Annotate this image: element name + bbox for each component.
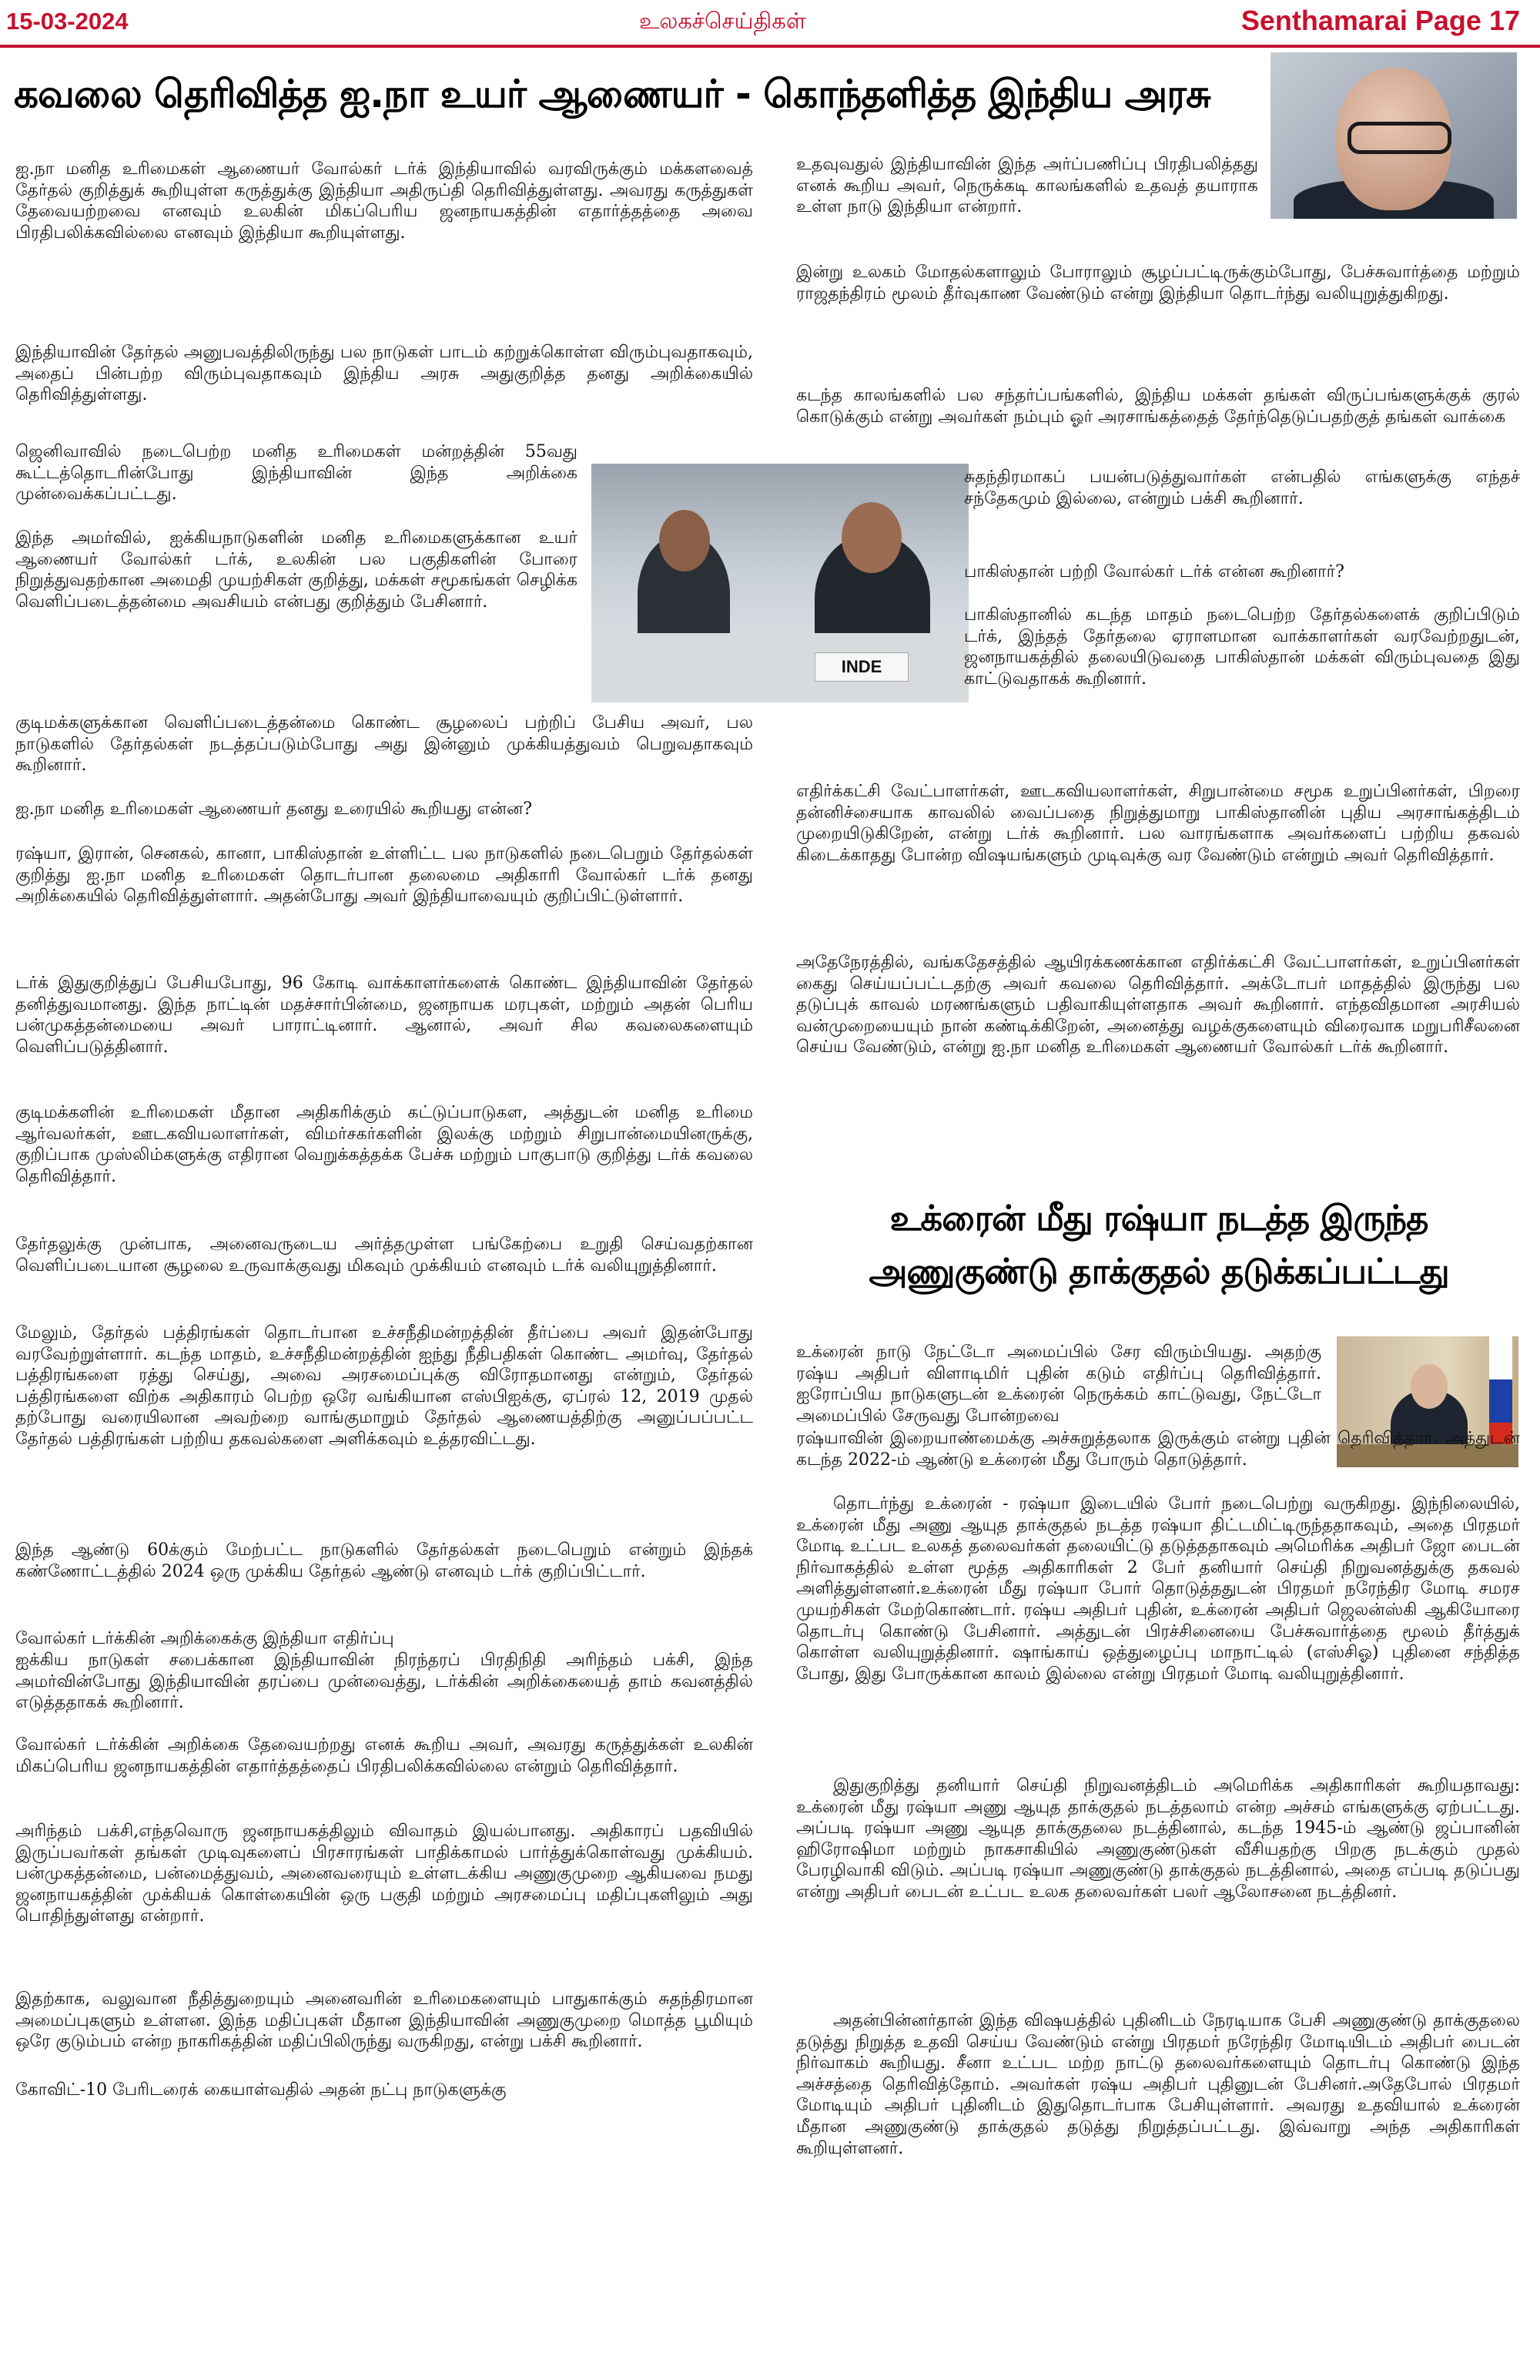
article1-paragraph: இன்று உலகம் மோதல்களாலும் போராலும் சூழப்பட்டிருக்கும்போது, பேச்சுவார்த்தை மற்றும் ராஜதந்திரம் மூலம் தீர்வுகாண வேண்டும் என்று இந்தியா தொடர்ந்து வலியுறுத்துகிறது.: [796, 263, 1520, 303]
article1-paragraph: பாகிஸ்தானில் கடந்த மாதம் நடைபெற்ற தேர்தல்களைக் குறிப்பிடும் டர்க், இந்தத் தேர்தலை ஏராளமான வாக்காளர்கள் வரவேற்றதுடன், ஜனநாயகத்தில் தலையிடுவதை பாகிஸ்தான் மக்கள் விரும்புவதை இது காட்டுவதாகக் கூறினார்.: [964, 605, 1520, 689]
article1-paragraph: தேர்தலுக்கு முன்பாக, அனைவருடைய அர்த்தமுள்ள பங்கேற்பை உறுதி செய்வதற்கான வெளிப்படையான சூழலை உருவாக்குவது மிகவும் முக்கியம் எனவும் டர்க் வலியுறுத்தினார்.: [15, 1235, 753, 1275]
article1-paragraph: ரஷ்யா, இரான், செனகல், கானா, பாகிஸ்தான் உள்ளிட்ட பல நாடுகளில் நடைபெறும் தேர்தல்கள் குறித்து ஐ.நா மனித உரிமைகள் தொடர்பான தலைமை அதிகாரி வோல்கர் டர்க் தனது அறிக்கையில் தெரிவித்துள்ளார். அதன்போது அவர் இந்தியாவையும் குறிப்பிட்டுள்ளார்.: [15, 844, 753, 907]
issue-date: 15-03-2024: [6, 8, 129, 35]
article2-paragraph: உக்ரைன் நாடு நேட்டோ அமைப்பில் சேர விரும்பியது. அதற்கு ரஷ்ய அதிபர் விளாடிமிர் புதின் கடும் எதிர்ப்பு தெரிவித்தார். ஐரோப்பிய நாடுகளுடன் உக்ரைன் நெருக்கம் காட்டுவது, நேட்டோ அமைப்பில் சேருவது போன்றவை: [796, 1343, 1321, 1426]
section-name: உலகச்செய்திகள்: [639, 8, 806, 34]
article1-paragraph: இதற்காக, வலுவான நீதித்துறையும் அனைவரின் உரிமைகளையும் பாதுகாக்கும் சுதந்திரமான அமைப்புகளும் உள்ளன. இந்த மதிப்புகள் மீதான இந்தியாவின் அணுகுமுறை மொத்த பூமியும் ஒரே குடும்பம் என்ற நாகரிகத்தின் மதிப்பிலிருந்து வருகிறது, என்று பக்சி கூறினார்.: [15, 1989, 753, 2052]
article1-paragraph: வோல்கர் டர்க்கின் அறிக்கை தேவையற்றது எனக் கூறிய அவர், அவரது கருத்துக்கள் உலகின் மிகப்பெரிய ஜனநாயகத்தின் எதார்த்தத்தைப் பிரதிபலிக்கவில்லை என்றும் தெரிவித்தார்.: [15, 1735, 753, 1776]
article1-paragraph: இந்தியாவின் தேர்தல் அனுபவத்திலிருந்து பல நாடுகள் பாடம் கற்றுக்கொள்ள விரும்புவதாகவும், அதைப் பின்பற்ற விரும்புவதாகவும் இந்திய அரசு அதுகுறித்த தனது அறிக்கையில் தெரிவித்துள்ளது.: [15, 343, 753, 405]
article1-paragraph: குடிமக்களின் உரிமைகள் மீதான அதிகரிக்கும் கட்டுப்பாடுகள, அத்துடன் மனித உரிமை ஆர்வலர்கள், ஊடகவியலாளர்கள், விமர்சகர்களின் இலக்கு மற்றும் சிறுபான்மையினருக்கு, குறிப்பாக முஸ்லிம்களுக்கு எதிரான வெறுக்கத்தக்க பேச்சு மற்றும் பாகுபாடு குறித்து டர்க் கவலை தெரிவித்தார்.: [15, 1103, 753, 1186]
unhrc-session-photo: [591, 464, 969, 702]
article1-paragraph: மேலும், தேர்தல் பத்திரங்கள் தொடர்பான உச்சநீதிமன்றத்தின் தீர்ப்பை அவர் இதன்போது வரவேற்றுள்ளார். கடந்த மாதம், உச்சநீதிமன்றத்தின் ஐந்து நீதிபதிகள் கொண்ட அமர்வு, தேர்தல் பத்திரங்களை ரத்து செய்து, அவை அரசமைப்புக்கு விரோதமானது என்றும், தேர்தல் பத்திரங்களை விற்க அதிகாரம் பெற்ற ஒரே வங்கியான எஸ்பிஐக்கு, ஏப்ரல் 12, 2019 முதல் தற்போது வரையிலான அவற்றை வாங்குமாறும் தேர்தல் ஆணையத்திற்கு அனுப்பப்பட்ட தேர்தல் பத்திரங்கள் பற்றிய தகவல்களை அளிக்கவும் உத்தரவிட்டது.: [15, 1323, 753, 1449]
article1-paragraph: டர்க் இதுகுறித்துப் பேசியபோது, 96 கோடி வாக்காளர்களைக் கொண்ட இந்தியாவின் தேர்தல் தனித்துவமானது. இந்த நாட்டின் மதச்சார்பின்மை, ஜனநாயக மரபுகள், மற்றும் அதன் பெரிய பன்முகத்தன்மையை அவர் பாராட்டினார். ஆனால், அவர் சில கவலைகளையும் வெளிப்படுத்தினார்.: [15, 974, 753, 1057]
article1-headline: கவலை தெரிவித்த ஐ.நா உயர் ஆணையர் - கொந்தளித்த இந்திய அரசு: [14, 72, 1210, 116]
article1-subheading: வோல்கர் டர்க்கின் அறிக்கைக்கு இந்தியா எதிர்ப்பு: [15, 1629, 394, 1648]
article1-paragraph: சுதந்திரமாகப் பயன்படுத்துவார்கள் என்பதில் எங்களுக்கு எந்தச் சந்தேகமும் இல்லை, என்றும் பக்சி கூறினார்.: [964, 468, 1520, 508]
article2-paragraph: தொடர்ந்து உக்ரைன் - ரஷ்யா இடையில் போர் நடைபெற்று வருகிறது. இந்நிலையில், உக்ரைன் மீது அணு ஆயுத தாக்குதல் நடத்த ரஷ்யா திட்டமிட்டிருந்ததாகவும், அதை பிரதமர் மோடி உட்பட உலகத் தலைவர்கள் தலையிட்டு தடுத்ததாகவும் அமெரிக்க அதிபர் ஜோ பைடன் நிர்வாகத்தில் உள்ள மூத்த அதிகாரிகள் 2 பேர் தனியார் செய்தி நிறுவனத்துக்கு தகவல் அளித்துள்ளனர்.உக்ரைன் மீது ரஷ்யா போர் தொடுத்ததுடன் பிரதமர் நரேந்திர மோடி சமரச முயற்சிகள் மேற்கொண்டார். ரஷ்ய அதிபர் புதின், உக்ரைன் அதிபர் ஜெலன்ஸ்கி ஆகியோரை தொடர்பு கொண்டு பேசினார். அத்துடன் பிரச்சினையை பேச்சுவார்த்தை மூலம் தீர்த்துக் கொள்ள வலியுறுத்தினார். ஷாங்காய் ஒத்துழைப்பு மாநாட்டில் (எஸ்சிஓ) புதினை சந்தித்த போது, இது போருக்கான காலம் இல்லை என்று பிரதமர் மோடி வலியுறுத்தினார்.: [796, 1494, 1520, 1684]
article1-paragraph: அரிந்தம் பக்சி,எந்தவொரு ஜனநாயகத்திலும் விவாதம் இயல்பானது. அதிகாரப் பதவியில் இருப்பவர்கள் தங்கள் முடிவுகளைப் பிரசாரங்கள் பாதிக்காமல் பார்த்துக்கொள்வது முக்கியம். பன்முகத்தன்மை, பன்மைத்துவம், அனைவரையும் உள்ளடக்கிய அணுகுமுறை ஆகியவை நமது ஜனநாயகத்தின் முக்கியக் கொள்கையின் ஒரு பகுதி மற்றும் அரசமைப்பு மதிப்புகளிலும் அது பொதிந்துள்ளது என்றார்.: [15, 1822, 753, 1926]
article1-paragraph: கடந்த காலங்களில் பல சந்தர்ப்பங்களில், இந்திய மக்கள் தங்கள் விருப்பங்களுக்குக் குரல் கொடுக்கும் என்று அவர்கள் நம்பும் ஓர் அரசாங்கத்தைத் தேர்ந்தெடுப்பதற்குத் தங்கள் வாக்கை: [796, 386, 1520, 427]
article1-paragraph: குடிமக்களுக்கான வெளிப்படைத்தன்மை கொண்ட சூழலைப் பற்றிப் பேசிய அவர், பல நாடுகளில் தேர்தல்கள் நடத்தப்படும்போது அது இன்னும் முக்கியத்துவம் பெறுவதாகவும் கூறினார்.: [15, 713, 753, 776]
article1-paragraph: உதவுவதுல் இந்தியாவின் இந்த அர்ப்பணிப்பு பிரதிபலித்தது எனக் கூறிய அவர், நெருக்கடி காலங்களில் உதவத் தயாராக உள்ள நாடு இந்தியா என்றார்.: [796, 155, 1258, 217]
article2-paragraph: ரஷ்யாவின் இறையாண்மைக்கு அச்சுறுத்தலாக இருக்கும் என்று புதின் தெரிவித்தார். அத்துடன் கடந்த 2022-ம் ஆண்டு உக்ரைன் மீது போரும் தொடுத்தார்.: [796, 1429, 1520, 1470]
article1-paragraph: இந்த அமர்வில், ஐக்கியநாடுகளின் மனித உரிமைகளுக்கான உயர் ஆணையர் வோல்கர் டர்க், உலகின் பல பகுதிகளின் போரை நிறுத்துவதற்கான அமைதி முயற்சிகள் குறித்து, மக்கள் சமூகங்கள் செழிக்க வெளிப்படைத்தன்மை அவசியம் என்பது குறித்தும் பேசினார்.: [15, 528, 578, 612]
article2-headline-line1: உக்ரைன் மீது ரஷ்யா நடத்த இருந்த: [889, 1198, 1428, 1239]
article1-paragraph: அதேநேரத்தில், வங்கதேசத்தில் ஆயிரக்கணக்கான எதிர்க்கட்சி வேட்பாளர்கள், உறுப்பினர்கள் கைது செய்யப்பட்டதற்கு அவர் கவலை தெரிவித்தார். அக்டோபர் மாதத்தில் இருந்து பல தடுப்புக் காவல் மரணங்களும் பதிவாகியுள்ளதாக அவர் கூறினார். எந்தவிதமான அரசியல் வன்முறையையும் நான் கண்டிக்கிறேன், அனைத்து வழக்குகளையும் விரைவாக மறுபரிசீலனை செய்ய வேண்டும், என்று ஐ.நா மனித உரிமைகள் ஆணையர் வோல்கர் டர்க் கூறினார்.: [796, 953, 1520, 1058]
article1-subheading: ஐ.நா மனித உரிமைகள் ஆணையர் தனது உரையில் கூறியது என்ன?: [15, 799, 533, 819]
article1-paragraph: இந்த ஆண்டு 60க்கும் மேற்பட்ட நாடுகளில் தேர்தல்கள் நடைபெறும் என்றும் இந்தக் கண்ணோட்டத்தில் 2024 ஒரு முக்கிய தேர்தல் ஆண்டு எனவும் டர்க் குறிப்பிட்டார்.: [15, 1540, 753, 1581]
article2-paragraph: இதுகுறித்து தனியார் செய்தி நிறுவனத்திடம் அமெரிக்க அதிகாரிகள் கூறியதாவது: உக்ரைன் மீது ரஷ்யா அணு ஆயுத தாக்குதல் நடத்தலாம் என்ற அச்சம் எங்களுக்கு ஏற்பட்டது. அப்படி ரஷ்யா அணு ஆயுத தாக்குதலை நடத்தினால், கடந்த 1945-ம் ஆண்டு ஜப்பானின் ஹிரோஷிமா மற்றும் நாகசாகியில் அணுகுண்டுகள் வீசியதற்கு பிறகு நடக்கும் முதல் பேரழிவாகி விடும். அப்படி ரஷ்யா அணுகுண்டு தாக்குதல் நடத்தினால், அதை எப்படி தடுப்பது என்று அதிபர் பைடன் உட்பட உலக தலைவர்கள் பலர் ஆலோசனை நடத்தினர்.: [796, 1776, 1520, 1902]
volker-turk-photo: [1270, 52, 1517, 219]
article1-paragraph: ஐக்கிய நாடுகள் சபைக்கான இந்தியாவின் நிரந்தரப் பிரதிநிதி அரிந்தம் பக்சி, இந்த அமர்வின்போது இந்தியாவின் தரப்பை முன்வைத்து, டர்க்கின் அறிக்கையைத் தாம் கவனத்தில் எடுத்ததாகக் கூறினார்.: [15, 1651, 753, 1713]
article2-headline-line2: அணுகுண்டு தாக்குதல் தடுக்கப்பட்டது: [869, 1251, 1449, 1292]
header-divider: [0, 45, 1540, 48]
page-header: [0, 0, 1540, 43]
article1-paragraph: கோவிட்-10 பேரிடரைக் கையாள்வதில் அதன் நட்பு நாடுகளுக்கு: [15, 2080, 507, 2100]
nameplate: INDE: [815, 652, 909, 682]
article1-subheading: பாகிஸ்தான் பற்றி வோல்கர் டர்க் என்ன கூறினார்?: [964, 562, 1344, 582]
page-number: Senthamarai Page 17: [1240, 5, 1520, 36]
article1-paragraph: ஜெனிவாவில் நடைபெற்ற மனித உரிமைகள் மன்றத்தின் 55வது கூட்டத்தொடரின்போது இந்தியாவின் இந்த அறிக்கை முன்வைக்கப்பட்டது.: [15, 442, 578, 504]
article2-paragraph: அதன்பின்னர்தான் இந்த விஷயத்தில் புதினிடம் நேரடியாக பேசி அணுகுண்டு தாக்குதலை தடுத்து நிறுத்த உதவி செய்ய வேண்டும் என்று பிரதமர் நரேந்திர மோடியிடம் அதிபர் பைடன் நிர்வாகம் கூறியது. சீனா உட்பட மற்ற நாட்டு தலைவர்களையும் தொடர்பு கொண்டு இந்த அச்சத்தை தெரிவித்தோம். அவர்கள் ரஷ்ய அதிபர் புதினுடன் பேசினர்.அதேபோல் பிரதமர் மோடியும் அதிபர் புதினிடம் இதுதொடர்பாக பேசியுள்ளார். அவரது உதவியால் உக்ரைன் மீதான அணுகுண்டு தாக்குதல் தடுத்து நிறுத்தப்பட்டது. இவ்வாறு அந்த அதிகாரிகள் கூறியுள்ளனர்.: [796, 2011, 1520, 2158]
article1-paragraph: ஐ.நா மனித உரிமைகள் ஆணையர் வோல்கர் டர்க் இந்தியாவில் வரவிருக்கும் மக்களவைத் தேர்தல் குறித்துக் கூறியுள்ள கருத்துக்கு இந்தியா அதிருப்தி தெரிவித்துள்ளது. அவரது கருத்துகள் தேவையற்றவை எனவும் உலகின் மிகப்பெரிய ஜனநாயகத்தின் எதார்த்தத்தை அவை பிரதிபலிக்கவில்லை எனவும் இந்தியா கூறியுள்ளது.: [15, 159, 753, 243]
article1-paragraph: எதிர்க்கட்சி வேட்பாளர்கள், ஊடகவியலாளர்கள், சிறுபான்மை சமூக உறுப்பினர்கள், பிறரை தன்னிச்சையாக காவலில் வைப்பதை நிறுத்துமாறு பாகிஸ்தானின் புதிய அரசாங்கத்திடம் முறையிடுகிறேன், என்று டர்க் கூறினார். பல வாரங்களாக அவர்களைப் பற்றிய தகவல் கிடைக்காதது போன்ற விஷயங்களும் முடிவுக்கு வர வேண்டும் என்றும் அவர் தெரிவித்தார்.: [796, 782, 1520, 865]
